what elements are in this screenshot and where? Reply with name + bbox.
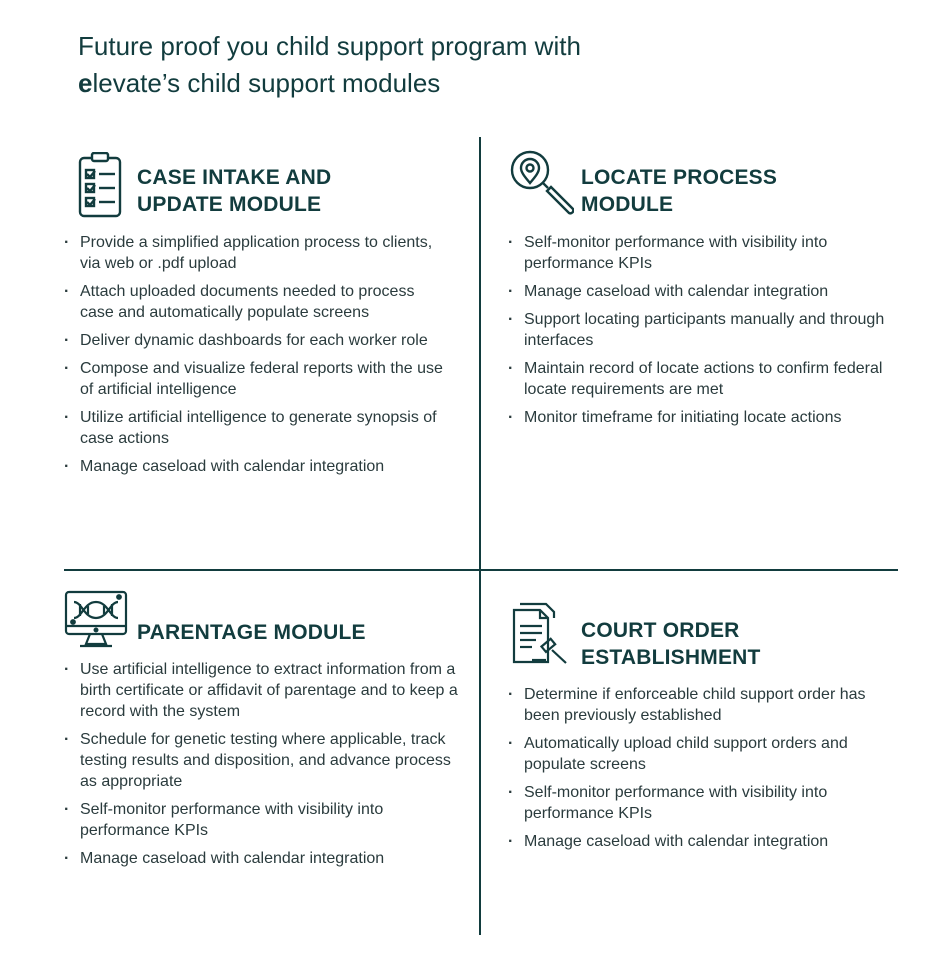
- list-item: · Manage caseload with calendar integration: [508, 281, 893, 302]
- module-title: LOCATE PROCESS MODULE: [581, 166, 778, 216]
- list-item: · Determine if enforceable child support order has been previously established: [508, 684, 898, 726]
- module-case-intake: [64, 150, 464, 560]
- module-title: CASE INTAKE AND UPDATE MODULE: [137, 166, 332, 216]
- bullet-list: [508, 232, 893, 435]
- list-item: · Self-monitor performance with visibility into performance KPIs: [508, 782, 898, 824]
- list-item: · Use artificial intelligence to extract information from a birth certificate or affidavit of parentage and to keep a record with the system: [64, 659, 459, 722]
- list-item: · Utilize artificial intelligence to generate synopsis of case actions: [64, 407, 444, 449]
- list-item: · Schedule for genetic testing where applicable, track testing results and disposition, and advance process as appropriate: [64, 729, 459, 792]
- page-title: [78, 28, 798, 102]
- module-court-order: [508, 600, 908, 900]
- list-item: · Provide a simplified application process to clients, via web or .pdf upload: [64, 232, 444, 274]
- module-title: COURT ORDER ESTABLISHMENT: [581, 619, 761, 669]
- title-line-2: levate’s child support modules: [92, 68, 441, 98]
- clipboard-checklist-icon: [78, 152, 122, 223]
- bullet-list: [64, 232, 444, 484]
- list-item: · Manage caseload with calendar integration: [64, 456, 444, 477]
- document-gavel-icon: [512, 600, 572, 671]
- brand-e: e: [78, 68, 93, 98]
- bullet-list: [508, 684, 898, 859]
- bullet-list: [64, 659, 459, 876]
- list-item: · Attach uploaded documents needed to process case and automatically populate screens: [64, 281, 444, 323]
- list-item: · Monitor timeframe for initiating locate actions: [508, 407, 893, 428]
- magnifier-location-pin-icon: [508, 150, 574, 221]
- list-item: · Manage caseload with calendar integration: [64, 848, 459, 869]
- list-item: · Maintain record of locate actions to confirm federal locate requirements are met: [508, 358, 893, 400]
- list-item: · Support locating participants manually and through interfaces: [508, 309, 893, 351]
- module-locate-process: [508, 150, 908, 560]
- list-item: · Manage caseload with calendar integration: [508, 831, 898, 852]
- monitor-dna-icon: [64, 590, 128, 655]
- vertical-divider: [479, 137, 481, 935]
- list-item: · Self-monitor performance with visibility into performance KPIs: [64, 799, 459, 841]
- list-item: · Automatically upload child support orders and populate screens: [508, 733, 898, 775]
- module-parentage: [64, 590, 464, 950]
- list-item: · Deliver dynamic dashboards for each worker role: [64, 330, 444, 351]
- title-line-1: Future proof you child support program with: [78, 31, 581, 61]
- list-item: · Compose and visualize federal reports with the use of artificial intelligence: [64, 358, 444, 400]
- horizontal-divider: [64, 569, 898, 571]
- module-title: PARENTAGE MODULE: [137, 621, 366, 644]
- list-item: · Self-monitor performance with visibility into performance KPIs: [508, 232, 893, 274]
